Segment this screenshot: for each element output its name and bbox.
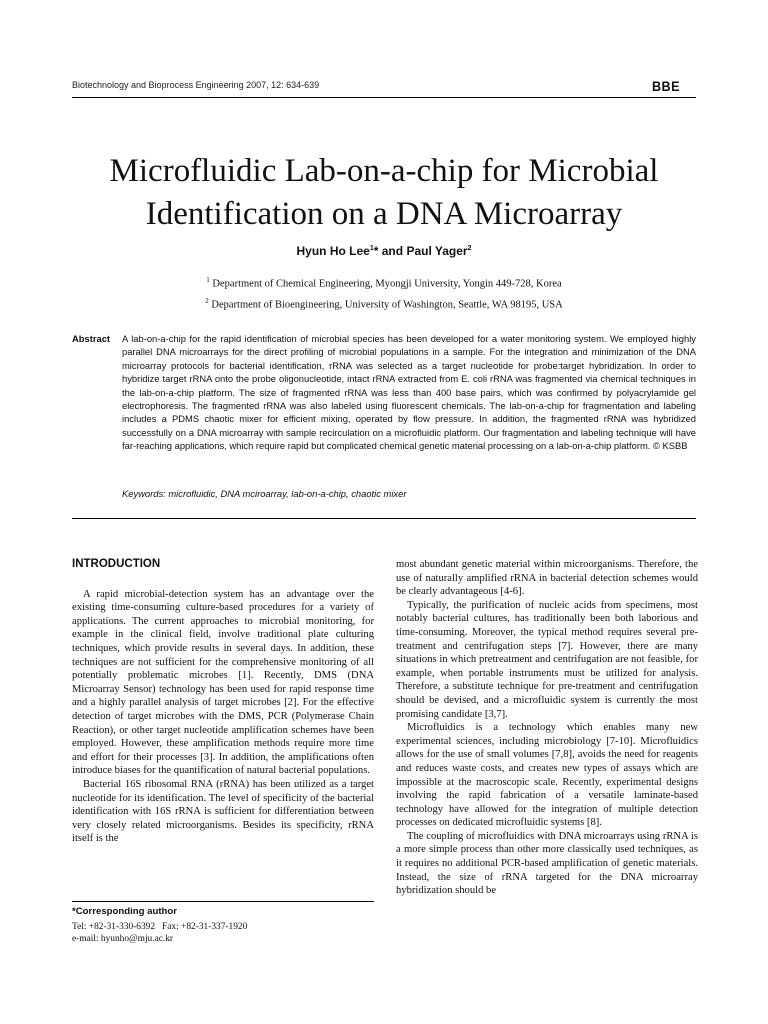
corresponding-author-footnote — [72, 901, 374, 946]
body-paragraph: Microfluidics is a technology which enables many new experimental sciences, including microbiology [7-10]. Microfluidics allows for the use of small volumes [7,8], avoids the need for reagents and reduces waste costs, and creates new types of assays which are impossible at the macroscopic scale. Recently, experimental designs involving the rapid fabrication of a versatile laminate-based technology have allowed for the integration of multiple detection processes on dedicated microfluidic systems [8]. — [396, 722, 698, 829]
affiliation-number: 1 — [206, 276, 210, 284]
author-name: Paul Yager — [406, 244, 468, 258]
abstract-label: Abstract — [72, 333, 111, 344]
header-rule — [72, 97, 696, 98]
corresponding-mark: * — [373, 244, 379, 258]
affiliation-text: Department of Chemical Engineering, Myongji University, Yongin 449-728, Korea — [212, 278, 562, 290]
abstract — [72, 332, 696, 453]
keywords: Keywords: microfluidic, DNA mciroarray, lab-on-a-chip, chaotic mixer — [122, 488, 407, 499]
body-rule — [72, 518, 696, 519]
paper-title — [72, 150, 696, 236]
footnote-rule — [72, 901, 374, 902]
section-heading: INTRODUCTION — [72, 558, 161, 570]
footnote-title: *Corresponding author — [72, 906, 177, 917]
abstract-text: A lab-on-a-chip for the rapid identification of microbial species has been developed for a water monitoring system. We employed highly parallel DNA microarrays for the direct profiling of microbial populations in a sample. For the integration and minimization of the DNA microarray protocols for bacterial identification, rRNA was selected as a target nucleotide for probe:target hybridization. In order to hybridize target rRNA onto the probe oligonucleotide, intact rRNA extracted from E. coli rRNA was fragmented via chemical techniques in the lab-on-a-chip platform. The size of fragmented rRNA was less than 400 base pairs, which was confirmed by polyacrylamide gel electrophoresis. The fragmented rRNA was also labeled using fluorescent chemicals. The lab-on-a-chip for fragmentation and labeling includes a PDMS chaotic mixer for efficient mixing, operated by flow pressure. In addition, the fragmented rRNA was hybridized successfully on a DNA microarray with sample recirculation on a microfluidic platform. Our fragmentation and labeling technique will have far-reaching applications, which require rapid but complicated chemical genetic material processing on a lab-on-a-chip platform. © KSBB — [122, 333, 696, 452]
body-paragraph: The coupling of microfluidics with DNA microarrays using rRNA is a more simple process than other more classically used techniques, as it requires no additional PCR-based amplification of genetic materials. Instead, the size of rRNA targeted for the DNA microarray hybridization should be — [396, 830, 698, 897]
journal-logo: BBE — [652, 78, 680, 94]
author-list — [72, 244, 696, 258]
author-name: Hyun Ho Lee — [296, 244, 370, 258]
author-affiliation-mark: 2 — [467, 245, 472, 252]
affiliation-text: Department of Bioengineering, University of Washington, Seattle, WA 98195, USA — [211, 299, 563, 310]
affiliation-item — [72, 293, 696, 314]
running-head: Biotechnology and Bioprocess Engineering 2007, 12: 634-639 — [72, 80, 320, 90]
affiliations — [72, 272, 696, 313]
body-paragraph: Bacterial 16S ribosomal RNA (rRNA) has been utilized as a target nucleotide for its identification. The level of specificity of the bacterial identification with 16S rRNA is sufficient for differentiation between very closely related microorganisms. Besides its specificity, rRNA itself is the — [72, 778, 374, 845]
body-paragraph: most abundant genetic material within microorganisms. Therefore, the use of naturally amplified rRNA in bacterial detection schemes would be clearly advantageous [4-6]. — [396, 559, 698, 598]
body-paragraph: Typically, the purification of nucleic acids from specimens, most notably bacterial cultures, has traditionally been both laborious and time-consuming. Moreover, the typical method requires several pre-treatment and centrifugation steps [7]. However, there are many situations in which pretreatment and centrifugation are not feasible, for example, when portable instruments must be utilized for analysis. Therefore, a substitute technique for pre-treatment and centrifugation should be devised, and a microfluidic system is currently the most promising candidate [3,7]. — [396, 599, 698, 720]
title-line-2: Identification on a DNA Microarray — [145, 196, 623, 232]
author-conjunction: and — [378, 244, 407, 258]
body-paragraph: A rapid microbial-detection system has an advantage over the existing time-consuming culture-based procedures for a variety of applications. The current approaches to microbial monitoring, for example in the clinical field, involve traditional plate culturing techniques, which provide results in several days. In addition, these techniques are not sufficient for the comprehensive monitoring of all potentially problematic microbes [1]. Recently, DMS (DNA Microarray Sensor) technology has been used for rapid response time and a highly parallel analysis of target microbes [2]. For the effective detection of target microbes with the DMS, PCR (Polymerase Chain Reaction), or other target nucleotide amplification schemes have been employed. However, these amplification methods require more time and effort for their processes [3]. In addition, the amplifications often introduce biases for the quantification of natural bacterial populations. — [72, 588, 374, 777]
contact-email: e-mail: hyunho@mju.ac.kr — [72, 934, 174, 944]
title-line-1: Microfluidic Lab-on-a-chip for Microbial — [109, 153, 659, 189]
author-affiliation-mark: 1 — [369, 245, 374, 252]
affiliation-number: 2 — [205, 296, 209, 305]
left-column — [72, 558, 374, 846]
right-column — [396, 558, 698, 898]
affiliation-item — [72, 272, 696, 293]
contact-numbers: Tel: +82-31-330-6392 Fax: +82-31-337-1920 — [72, 921, 248, 932]
